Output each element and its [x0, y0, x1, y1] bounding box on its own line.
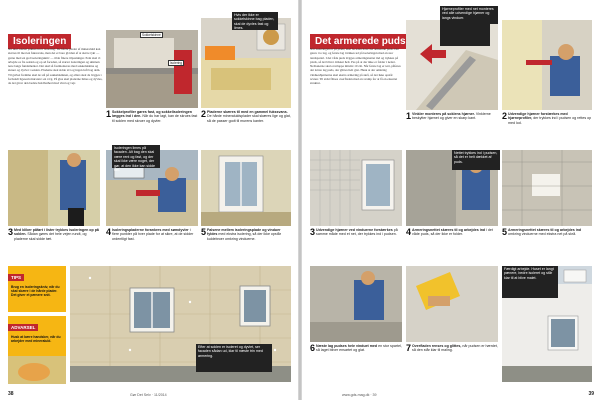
left-page — [0, 0, 298, 400]
photo-cutting — [201, 18, 291, 108]
right-step-4: 4 Armeringsnettet skæres til og arbejdes ind i det våde puds, så der ikke er folder. — [406, 227, 493, 237]
right-page — [302, 0, 600, 400]
tip-heading: TIPS — [8, 274, 24, 281]
left-callout-bottom: Efter at soklen er isoleret og dyvlet, ser facaden sådan ud, klar til næste trin med armering. — [196, 344, 272, 372]
photo-plastering-window — [310, 266, 402, 342]
left-step-1: 1 Sokkelprofiler gøres fast, og sokkelisoleringen lægges ind i den. Når du har lagt, kan de skrues fast til soklen med skruer og dyvler. — [106, 109, 198, 123]
photo-corner-profile — [406, 20, 498, 110]
tag-isolering: Isolering — [170, 61, 183, 65]
photo-corner-worker — [502, 20, 592, 110]
photo-window-falses — [201, 150, 291, 226]
right-step-2: 2 Udvendige hjørner forstærkes med hjørneprofiler, der trykkes ind i pudsen og rettes op med lod. — [502, 111, 592, 125]
left-intro-text: Nu skal soklen pakkes ind i isolering. De hårde plader af mineraluld kan skæres til med en fukssvans, men det er bare glæden af at skære tykt — gerne med en god isoleringskniv — tilde finere tilpasninger. Pent skal vi arbejde os fra soklen og op ad facaden, så starter isoleringen og skinnen nere langs fundamentet. Det skal så fastmonteres med sokkelskinne og skruer og dyvler i soklen. Pladerne skal sidde tæt og ingen luft bag dem. Til gulvet fremme skal de stå på sokkelskinnen, og ellers skal de lægges i forbandt ligesom mursten i en væg. På glas skal pladerne limes og dyvles, da det giver den bedste holdbarhed mod vind og vejr. — [8, 47, 103, 86]
photo-window-mesh — [310, 150, 402, 226]
warning-box — [8, 316, 66, 356]
right-step-3: 3 Udvendige hjørner ved vinduerne forstærkes på samme måde med et net, der trykkes ind i pudsen. — [310, 227, 398, 237]
left-callout-mid: Isoleringen limes på facaden. Alt bag den skal være rent og fast, og der skal ikke være noget, der gør, at den ikke kan sidde tæt. — [112, 145, 160, 168]
left-callout-top: Hvis der ikke er sokkelskinne bag pladen, skal de dyvles fast og limes. — [232, 12, 278, 30]
right-title: Det armerede puds — [310, 34, 411, 49]
right-callout-top: Hjørneprofiler med net monteres ved alle udvendige hjørner og langs vinduer. — [440, 6, 498, 24]
left-title: Isoleringen — [8, 34, 71, 49]
left-step-3: 3 Med kliber påført i lister trykkes isoleringen op på soklen. Sådan gøres det hele vejen rundt, og pladerne skal sidde tæt. — [8, 227, 99, 241]
photo-gluing — [8, 150, 100, 226]
photo-gloves — [8, 356, 66, 384]
left-step-2: 2 Pladerne skæres til med en gammel fukssvans. De hårde mineraluldsplader skal skæres lige og glat, så de passer godt til murens kanter. — [201, 109, 291, 123]
tag-sokkelskinne: Sokkelskinne — [142, 33, 161, 37]
tip-text: Brug en isoleringskniv, når du skal skære i de hårde plader. Det giver et pænere snit. — [11, 285, 60, 298]
right-callout-mid: Nettet trykkes ind i pudsen, så det er helt dækket af puds. — [452, 150, 500, 170]
right-step-1: 1 Vinkler monteres på soklens hjørner. Vinklerne beskytter hjørnet og giver en skarp kant. — [406, 111, 491, 121]
right-callout-bottom: Færdigt arbejde. Huset er langt pænere, bedre isoleret og står klar til at blive malet. — [502, 266, 558, 298]
right-page-number: 39 — [588, 391, 594, 397]
photo-sponge-finish — [406, 266, 498, 342]
right-intro-text: Når isoleringen er på plads, skal facaden have det armerede puds. Det gøres i to lag, og første lag trækkes ud på isoleringen med en stor tandspartel. I det våde puds lægges armeringsnettet ind og trykkes på plads, så det bliver dækket helt. Pas på at der ikke er folder i nettet. Netbanerne skal overlappe mindst 10 cm. Når første lag er tørt, påføres det næste lag puds, der glittes helt glat. Husk at der omkring vindueshjørnerne skal ekstra armering på skrå, så der ikke opstår revner. Til sidst filtses overfladen med en svamp for at få en ensartet struktur. — [310, 47, 401, 86]
left-step-5: 5 Falsene mellem isoleringsplade og vinduer fyldes med ekstra isolering, så der ikke opstår kuldebroer omkring vinduerne. — [201, 227, 281, 241]
tip-box — [8, 266, 66, 312]
right-footer: www.gds-mag.dk · 39 — [342, 393, 377, 397]
warning-heading: ADVARSEL — [8, 324, 38, 331]
warning-text: Husk at bære handsker, når du arbejder med mineraluld. — [11, 335, 61, 344]
right-step-6: 6 Næste lag pudses hele vinduet med en stor spartel, så laget bliver ensartet og glat. — [310, 343, 402, 353]
photo-mesh-window — [502, 150, 592, 226]
photo-sokkel — [106, 30, 198, 108]
right-step-7: 7 Overfladen renses og glittes, når pudsen er hærdet, så den står klar til maling. — [406, 343, 498, 353]
left-step-4: 4 Isoleringspladerne forankres med sømdyvler i flere punkter på hver plade for at sikre, at de sidder ordentligt fast. — [106, 227, 194, 241]
right-step-5: 5 Armeringsnettet skæres til og arbejdes ind omkring vinduerne med ekstra net på skrå. — [502, 227, 582, 237]
left-page-number: 38 — [8, 391, 14, 397]
left-footer: Gør Det Selv · 11/2014 — [130, 393, 167, 397]
